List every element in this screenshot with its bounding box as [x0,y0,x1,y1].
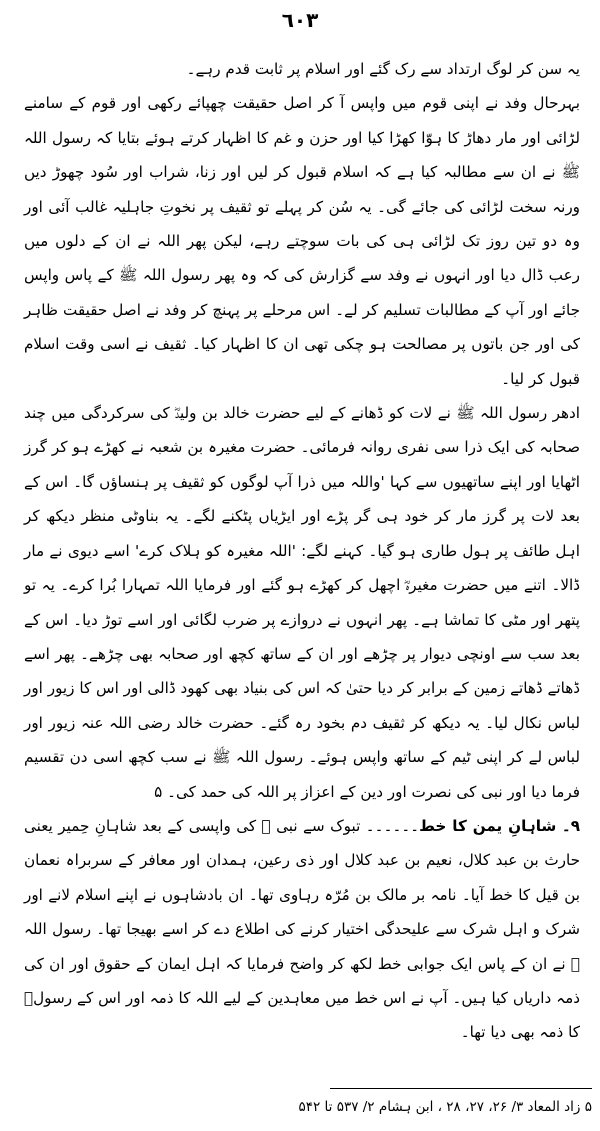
section-number: ۹۔ [561,816,580,835]
page-number: ٦٠٣ [281,8,319,32]
paragraph-1: یہ سن کر لوگ ارتداد سے رک گئے اور اسلام پر ثابت قدم رہے۔ [186,60,580,78]
footnote-divider [330,1088,592,1089]
section-dash: ۔۔۔۔۔۔ [365,816,420,835]
footnote: ۵ زاد المعاد ۳/ ۲۶، ۲۷، ۲۸ ، ابن ہشام ۲/ ۵۳۷ تا ۵۴۲ [298,1099,592,1115]
section-paragraph [24,809,580,1050]
section-text: تبوک سے نبی ﷺ کی واپسی کے بعد شاہانِ حِمیر یعنی حارث بن عبد کلال، نعیم بن عبد کلال اور ذی رعین، ہمدان اور معافر کے سربراہ نعمان بن قیل کا خط آیا۔ نامہ بر مالک بن مُرّہ رہاوی تھا۔ ان بادشاہوں نے اپنے اسلام لانے اور شرک و اہل شرک سے علیحدگی اختیار کرنے کی اطلاع دے کر اسے بھیجا تھا۔ رسول اللہ ﷺ نے ان کے پاس ایک جوابی خط لکھ کر واضح فرمایا کہ اہل ایمان کے حقوق اور ان کی ذمہ داریاں کیا ہیں۔ آپ نے اس خط میں معاہدین کے لیے اللہ کا ذمہ اور اس کے رسولؐ کا ذمہ بھی دیا تھا۔ [24,816,580,1042]
paragraph-2: بہرحال وفد نے اپنی قوم میں واپس آ کر اصل حقیقت چھپائے رکھی اور قوم کے سامنے لڑائی اور مار دھاڑ کا ہوّا کھڑا کیا اور حزن و غم کا اظہار کرتے ہوئے بتایا کہ رسول اللہ ﷺ نے ان سے مطالبہ کیا ہے کہ اسلام قبول کر لیں اور زنا، شراب اور سُود چھوڑ دیں ورنہ سخت لڑائی کی جائے گی۔ یہ سُن کر پہلے تو ثقیف پر نخوتِ جاہلیہ غالب آئی اور وہ دو تین روز تک لڑائی ہی کی بات سوچتے رہے، لیکن پھر اللہ نے ان کے دلوں میں رعب ڈال دیا اور انہوں نے وفد سے گزارش کی کہ وہ پھر رسول اللہ ﷺ کے پاس واپس جائے اور آپ کے مطالبات تسلیم کر لے۔ اس مرحلے پر پہنچ کر وفد نے اصل حقیقت ظاہر کی اور جن باتوں پر مصالحت ہو چکی تھی ان کا اظہار کیا۔ ثقیف نے اسی وقت اسلام قبول کر لیا۔ [24,94,580,388]
section-title: شاہانِ یمن کا خط [419,816,557,835]
body-text [24,52,580,1050]
paragraph-3: ادھر رسول اللہ ﷺ نے لات کو ڈھانے کے لیے حضرت خالد بن ولیدؓ کی سرکردگی میں چند صحابہ کی ایک ذرا سی نفری روانہ فرمائی۔ حضرت مغیرہ بن شعبہ نے کھڑے ہو کر گرز اٹھایا اور اپنے ساتھیوں سے کہا 'واللہ میں ذرا آپ لوگوں کو ثقیف پر ہنساؤں گا۔ اس کے بعد لات پر گرز مار کر خود ہی گر پڑے اور ایڑیاں پٹکنے لگے۔ یہ بناوٹی منظر دیکھ کر اہل طائف پر ہول طاری ہو گیا۔ کہنے لگے: 'اللہ مغیرہ کو ہلاک کرے' اسے دیوی نے مار ڈالا۔ اتنے میں حضرت مغیرہؓ اچھل کر کھڑے ہو گئے اور فرمایا اللہ تمہارا بُرا کرے۔ یہ تو پتھر اور مٹی کا تماشا ہے۔ پھر انہوں نے دروازے پر ضرب لگائی اور اسے توڑ دیا۔ اس کے بعد سب سے اونچی دیوار پر چڑھے اور ان کے ساتھ کچھ اور صحابہ بھی چڑھے۔ پھر اسے ڈھاتے ڈھاتے زمین کے برابر کر دیا حتیٰ کہ اس کی بنیاد بھی کھود ڈالی اور اس کا زیور اور لباس نکال لیا۔ یہ دیکھ کر ثقیف دم بخود رہ گئے۔ حضرت خالد رضی اللہ عنہ زیور اور لباس لے کر اپنی ٹیم کے ساتھ واپس ہوئے۔ رسول اللہ ﷺ نے سب کچھ اسی دن تقسیم فرما دیا اور نبی کی نصرت اور دین کے اعزاز پر اللہ کی حمد کی۔ ۵ [24,404,580,801]
